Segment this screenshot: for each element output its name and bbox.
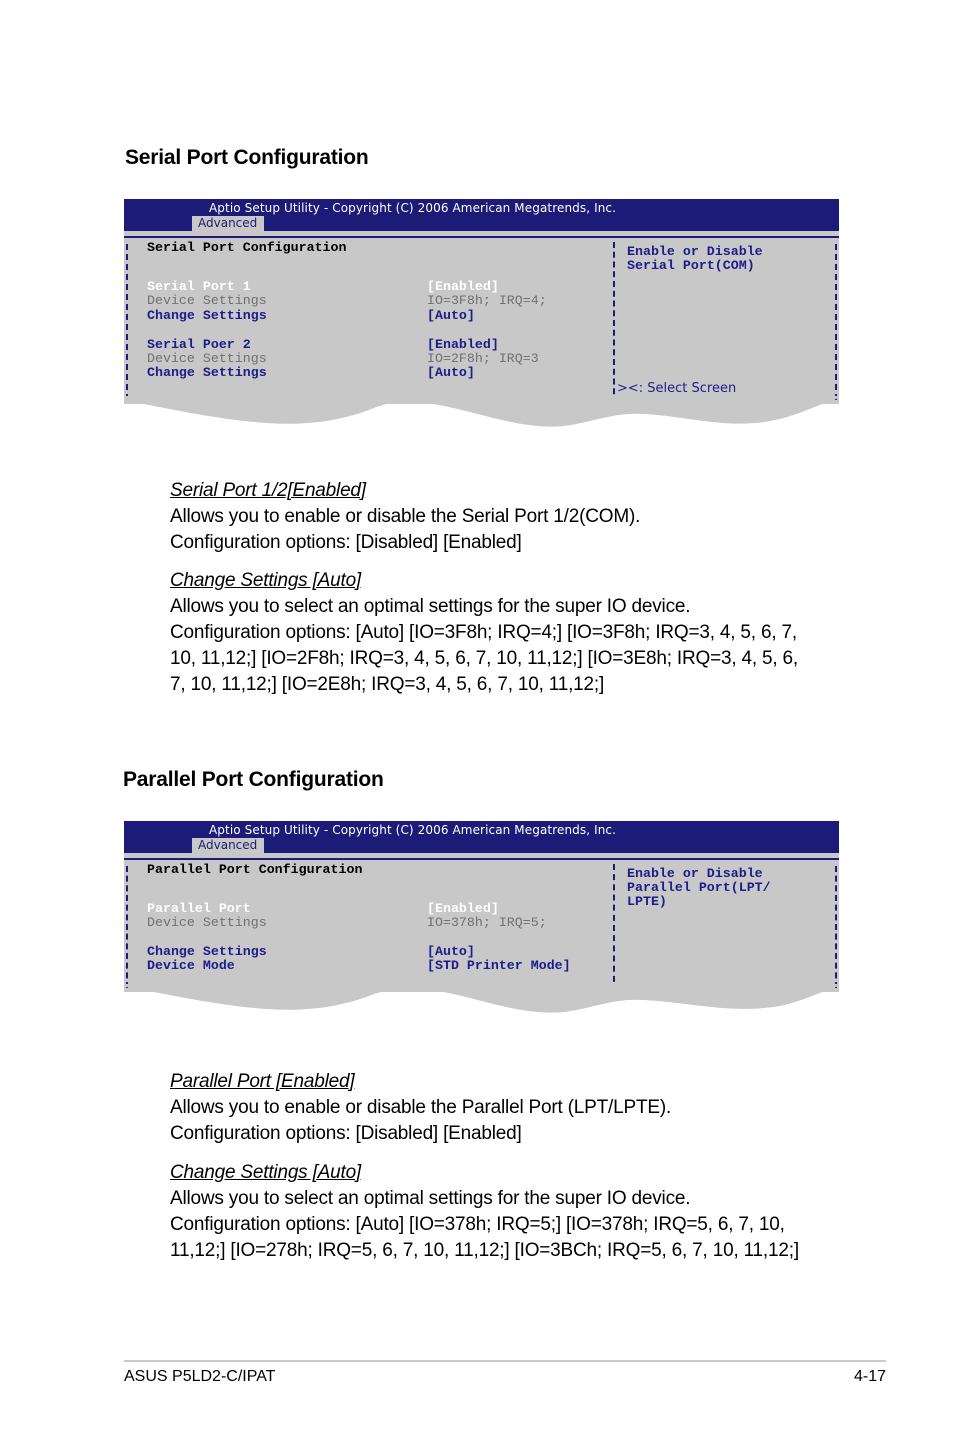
bios-item-change-settings-2[interactable]: Change Settings xyxy=(147,365,267,380)
item-text: 10, 11,12;] [IO=2F8h; IRQ=3, 4, 5, 6, 7, 10, 11,12;] [IO=3E8h; IRQ=3, 4, 5, 6, xyxy=(170,648,798,669)
parallel-bios-screen xyxy=(124,821,839,992)
bios-value-serial-port-2[interactable]: [Enabled] xyxy=(427,337,499,352)
bios-value-change-settings-1[interactable]: [Auto] xyxy=(427,308,475,323)
footer-rule xyxy=(124,1360,886,1362)
bios-value-device-settings-2: IO=2F8h; IRQ=3 xyxy=(427,351,539,366)
bios-pane-divider xyxy=(613,242,615,404)
bios-left-border xyxy=(126,244,128,400)
bios-torn-edge xyxy=(124,396,839,438)
serial-bios-screen xyxy=(124,199,839,404)
footer-page-number: 4-17 xyxy=(853,1368,886,1385)
serial-section-title: Serial Port Configuration xyxy=(125,146,369,169)
bios-help-line: Serial Port(COM) xyxy=(627,258,755,273)
item-text: Allows you to select an optimal settings for the super IO device. xyxy=(170,1188,691,1209)
tab-advanced[interactable]: Advanced xyxy=(192,216,264,231)
bios-value-serial-port-1[interactable]: [Enabled] xyxy=(427,279,499,294)
bios-item-device-settings: Device Settings xyxy=(147,915,267,930)
bios-value-device-mode[interactable]: [STD Printer Mode] xyxy=(427,958,571,973)
bios-header-title: Aptio Setup Utility - Copyright (C) 2006 American Megatrends, Inc. xyxy=(209,823,617,837)
bios-right-border xyxy=(835,866,837,988)
item-text: Configuration options: [Auto] [IO=378h; IRQ=5;] [IO=378h; IRQ=5, 6, 7, 10, xyxy=(170,1214,785,1235)
bios-help-line: Enable or Disable xyxy=(627,244,763,259)
item-text: Configuration options: [Disabled] [Enabled] xyxy=(170,532,522,553)
bios-body xyxy=(124,853,839,992)
bios-header xyxy=(124,821,839,853)
bios-value-parallel-port[interactable]: [Enabled] xyxy=(427,901,499,916)
bios-right-border xyxy=(835,244,837,400)
item-heading: Serial Port 1/2[Enabled] xyxy=(170,480,366,501)
bios-body xyxy=(124,231,839,404)
bios-item-serial-port-1[interactable]: Serial Port 1 xyxy=(147,279,251,294)
bios-help-line: LPTE) xyxy=(627,894,667,909)
serial-port-enabled-desc xyxy=(170,478,640,556)
bios-item-device-settings-2: Device Settings xyxy=(147,351,267,366)
item-heading: Change Settings [Auto] xyxy=(170,1162,362,1183)
parallel-change-settings-desc xyxy=(170,1160,799,1264)
item-text: 11,12;] [IO=278h; IRQ=5, 6, 7, 10, 11,12;] [IO=3BCh; IRQ=5, 6, 7, 10, 11,12;] xyxy=(170,1240,799,1261)
bios-item-device-mode[interactable]: Device Mode xyxy=(147,958,235,973)
item-text: Configuration options: [Auto] [IO=3F8h; IRQ=4;] [IO=3F8h; IRQ=3, 4, 5, 6, 7, xyxy=(170,622,797,643)
bios-item-parallel-port[interactable]: Parallel Port xyxy=(147,901,251,916)
bios-screen-title: Serial Port Configuration xyxy=(147,240,347,255)
bios-value-device-settings-1: IO=3F8h; IRQ=4; xyxy=(427,293,547,308)
bios-top-rule xyxy=(124,236,839,238)
item-heading: Parallel Port [Enabled] xyxy=(170,1071,355,1092)
item-text: Allows you to enable or disable the Serial Port 1/2(COM). xyxy=(170,506,641,527)
bios-item-serial-port-2[interactable]: Serial Poer 2 xyxy=(147,337,251,352)
bios-header-title: Aptio Setup Utility - Copyright (C) 2006 American Megatrends, Inc. xyxy=(209,201,617,215)
serial-change-settings-desc xyxy=(170,568,798,698)
bios-left-border xyxy=(126,866,128,988)
bios-item-change-settings[interactable]: Change Settings xyxy=(147,944,267,959)
bios-header xyxy=(124,199,839,231)
item-text: Allows you to select an optimal settings for the super IO device. xyxy=(170,596,691,617)
bios-item-change-settings-1[interactable]: Change Settings xyxy=(147,308,267,323)
bios-torn-edge xyxy=(124,984,839,1024)
bios-help-line: Enable or Disable xyxy=(627,866,763,881)
bios-value-device-settings: IO=378h; IRQ=5; xyxy=(427,915,547,930)
item-text: 7, 10, 11,12;] [IO=2E8h; IRQ=3, 4, 5, 6, 7, 10, 11,12;] xyxy=(170,674,605,695)
tab-advanced[interactable]: Advanced xyxy=(192,838,264,853)
bios-pane-divider xyxy=(613,864,615,992)
item-text: Allows you to enable or disable the Parallel Port (LPT/LPTE). xyxy=(170,1097,672,1118)
parallel-port-enabled-desc xyxy=(170,1069,671,1147)
bios-item-device-settings-1: Device Settings xyxy=(147,293,267,308)
item-text: Configuration options: [Disabled] [Enabled] xyxy=(170,1123,522,1144)
bios-value-change-settings[interactable]: [Auto] xyxy=(427,944,475,959)
footer-product: ASUS P5LD2-C/IPAT xyxy=(124,1368,276,1385)
bios-help-line: Parallel Port(LPT/ xyxy=(627,880,771,895)
bios-value-change-settings-2[interactable]: [Auto] xyxy=(427,365,475,380)
item-heading: Change Settings [Auto] xyxy=(170,570,362,591)
bios-screen-title: Parallel Port Configuration xyxy=(147,862,363,877)
bios-key-hint: ><: Select Screen xyxy=(617,381,737,396)
parallel-section-title: Parallel Port Configuration xyxy=(123,768,384,791)
bios-top-rule xyxy=(124,858,839,860)
